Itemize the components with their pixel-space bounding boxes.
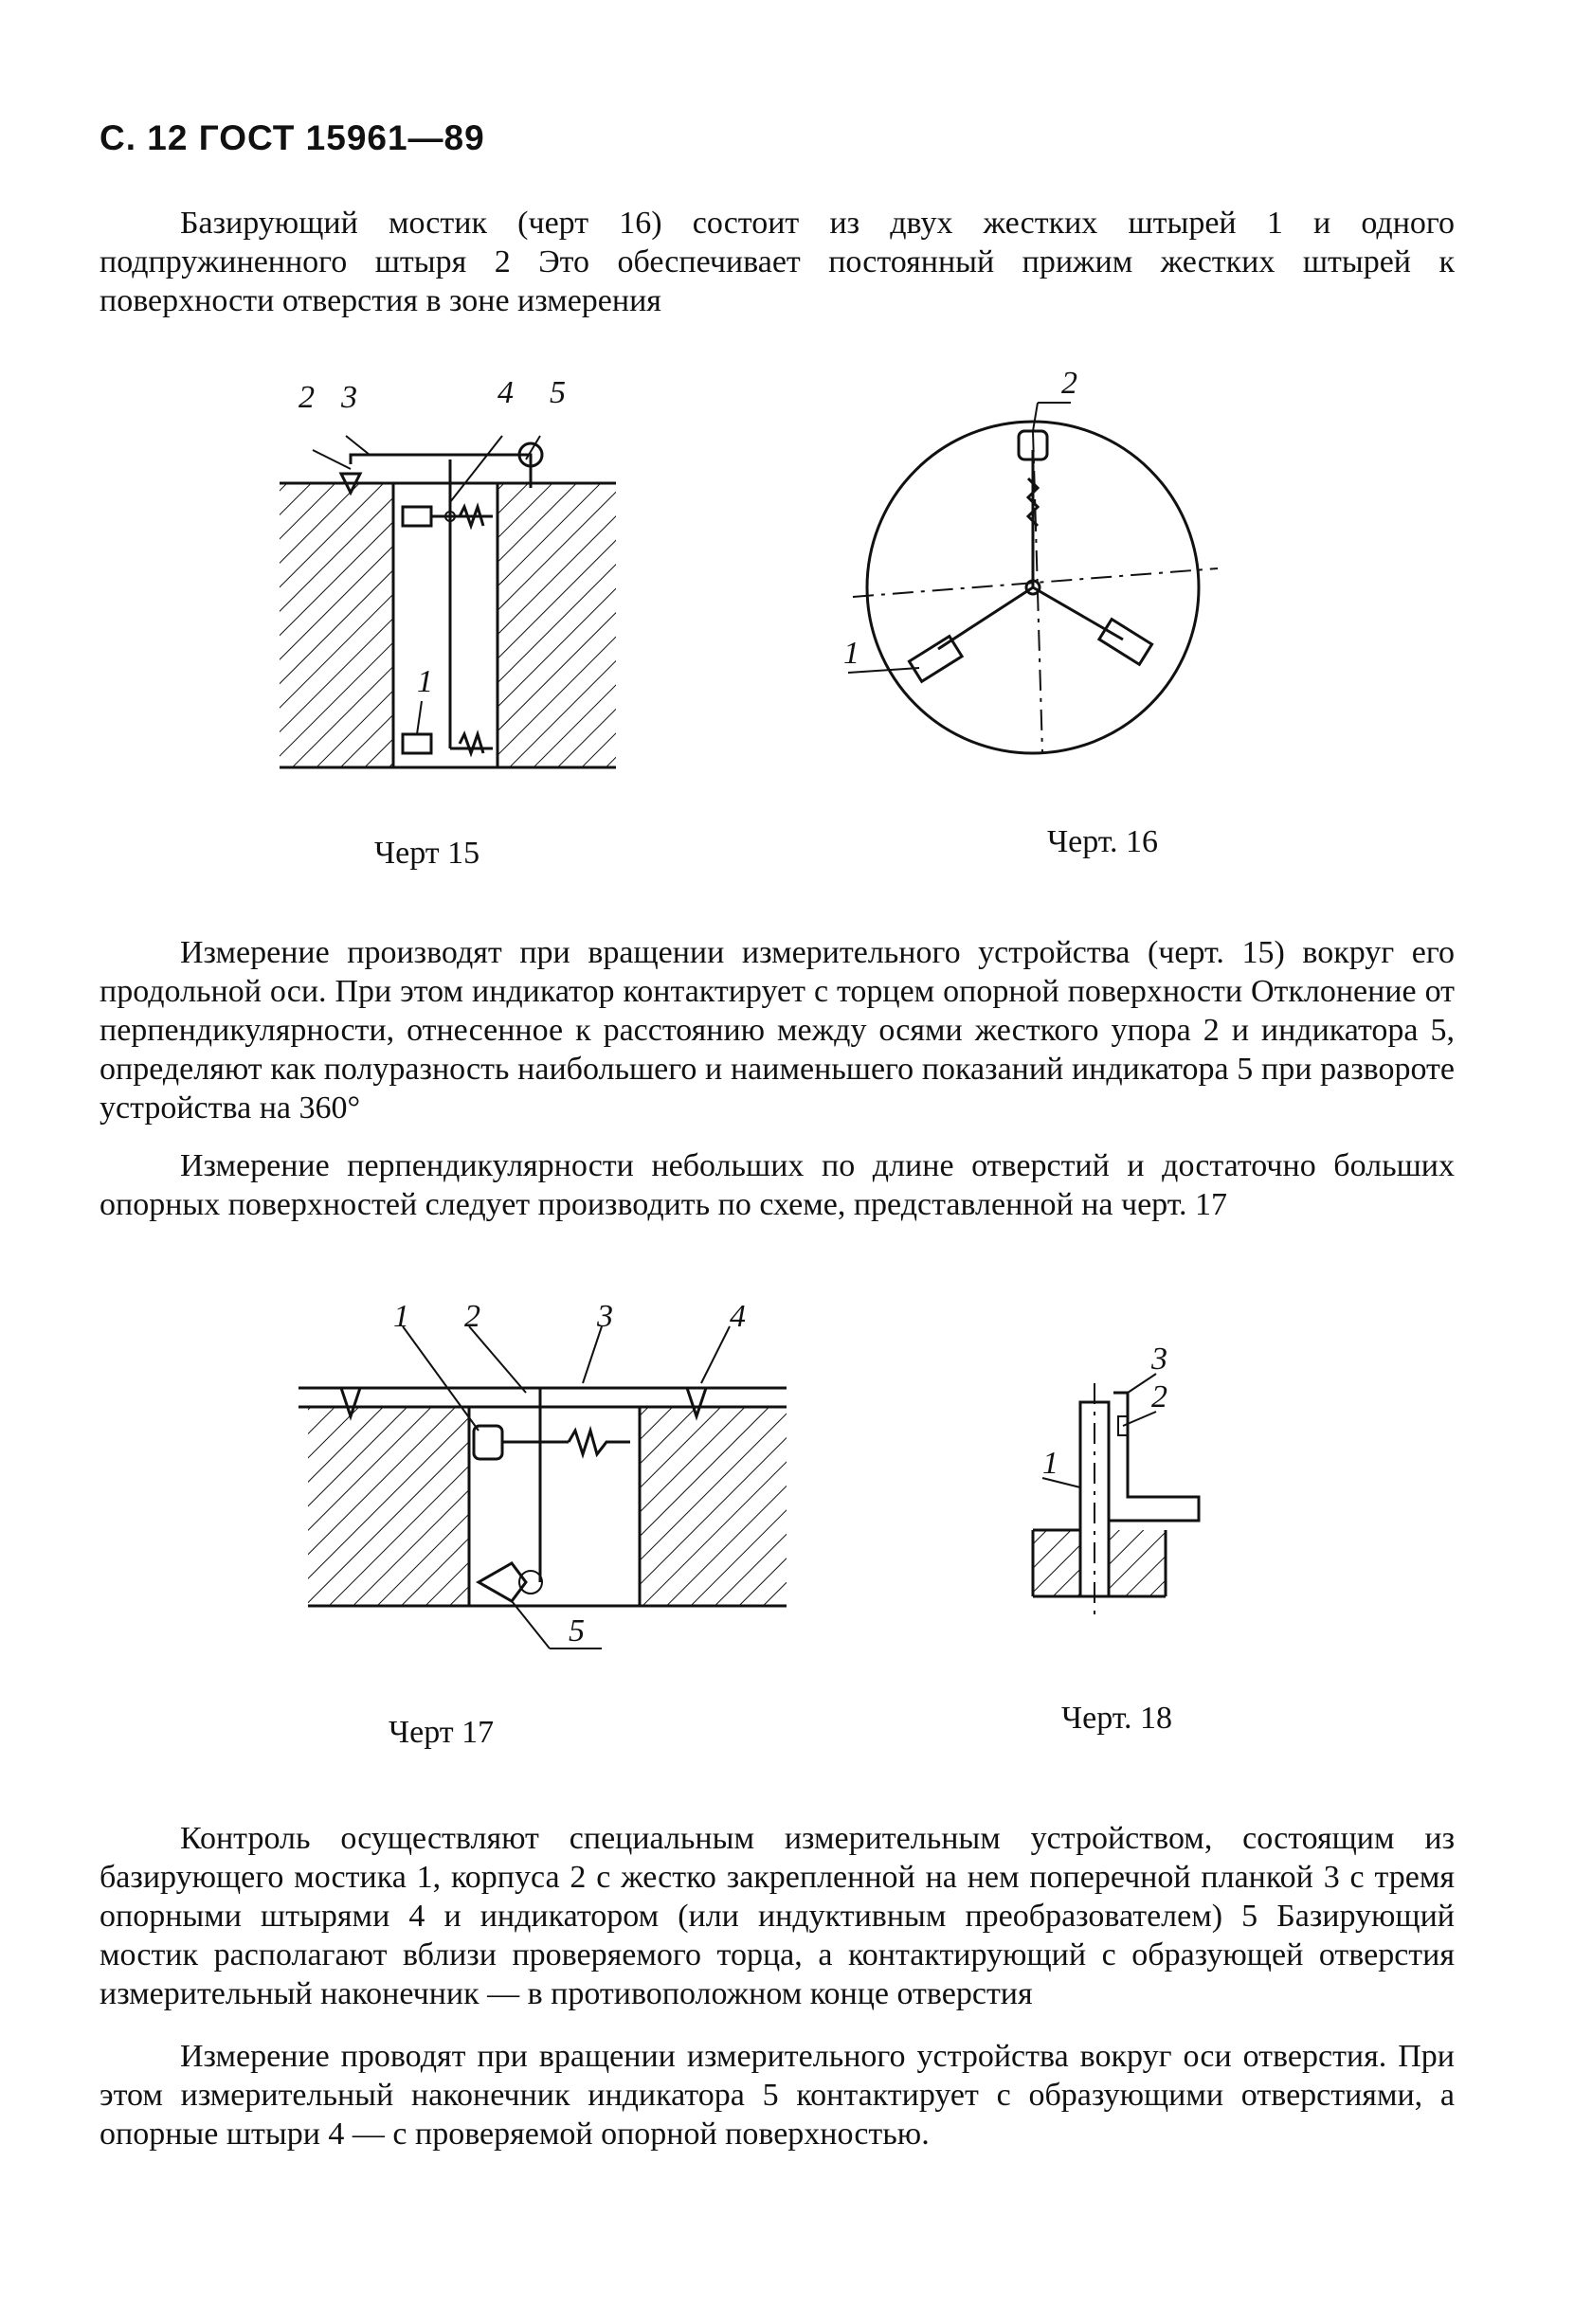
fig17-right-block (640, 1407, 787, 1606)
fig18-caption: Черт. 18 (1061, 1701, 1173, 1736)
paragraph-2: Измерение производят при вращении измерительного устройства (черт. 15) вокруг его продольной оси. При этом индикатор контактирует с торцем опорной поверхности Отклонение от перпендикулярности, отнесенное к расстоянию между осями жесткого упора 2 и индикатора 5, определяют как полуразность наибольшего и наименьшего показаний индикатора 5 при развороте устройства на 360° (100, 935, 1455, 1126)
figure-15 (275, 374, 625, 791)
fig17-left-block (308, 1407, 469, 1606)
paragraph-1: Базирующий мостик (черт 16) состоит из двух жестких штырей 1 и одного подпружиненного штыря 2 Это обеспечивает постоянный прижим жестких штырей к поверхности отверстия в зоне измерения (100, 206, 1455, 318)
fig18-label-2: 2 (1151, 1379, 1167, 1414)
fig15-label-2: 2 (299, 380, 315, 415)
paragraph-3: Измерение перпендикулярности небольших по длине отверстий и достаточно больших опорных поверхностей следует производить по схеме, представленной на черт. 17 (100, 1148, 1455, 1222)
fig17-label-2: 2 (464, 1299, 480, 1334)
fig15-label-3: 3 (341, 380, 357, 415)
fig16-label-2: 2 (1061, 366, 1077, 401)
fig15-label-5: 5 (550, 375, 566, 410)
figure-16 (834, 346, 1232, 782)
fig18-right-base (1109, 1530, 1166, 1596)
fig16-label-1: 1 (843, 636, 859, 671)
fig16-caption: Черт. 16 (1047, 824, 1159, 859)
fig15-right-wall (498, 483, 616, 767)
fig18-label-1: 1 (1042, 1446, 1058, 1481)
fig18-left-base (1033, 1530, 1080, 1596)
paragraph-4: Контроль осуществляют специальным измерительным устройством, состоящим из базирующего мостика 1, корпуса 2 с жестко закрепленной на нем поперечной планкой 3 с тремя опорными штырями 4 и индикатором (или индуктивным преобразователем) 5 Базирующий мостик располагают вблизи проверяемого торца, а контактирующий с образующей отверстия измерительный наконечник — в противоположном конце отверстия (100, 1821, 1455, 2011)
fig15-label-1: 1 (417, 664, 433, 699)
fig17-label-5: 5 (569, 1613, 585, 1648)
figure-18 (1023, 1336, 1213, 1639)
fig15-left-wall (280, 483, 393, 767)
page-header: С. 12 ГОСТ 15961—89 (100, 118, 485, 157)
fig18-label-3: 3 (1151, 1342, 1167, 1377)
fig17-label-1: 1 (393, 1299, 409, 1334)
fig17-caption: Черт 17 (389, 1715, 495, 1750)
figure-17 (299, 1298, 791, 1667)
fig15-caption: Черт 15 (374, 836, 480, 871)
paragraph-5: Измерение проводят при вращении измерительного устройства вокруг оси отверстия. При этом измерительный наконечник индикатора 5 контактирует с образующими отверстиями, а опорные штыри 4 — с проверяемой опорной поверхностью. (100, 2039, 1455, 2152)
fig15-label-4: 4 (498, 375, 514, 410)
fig17-label-4: 4 (730, 1299, 746, 1334)
fig17-label-3: 3 (597, 1299, 613, 1334)
